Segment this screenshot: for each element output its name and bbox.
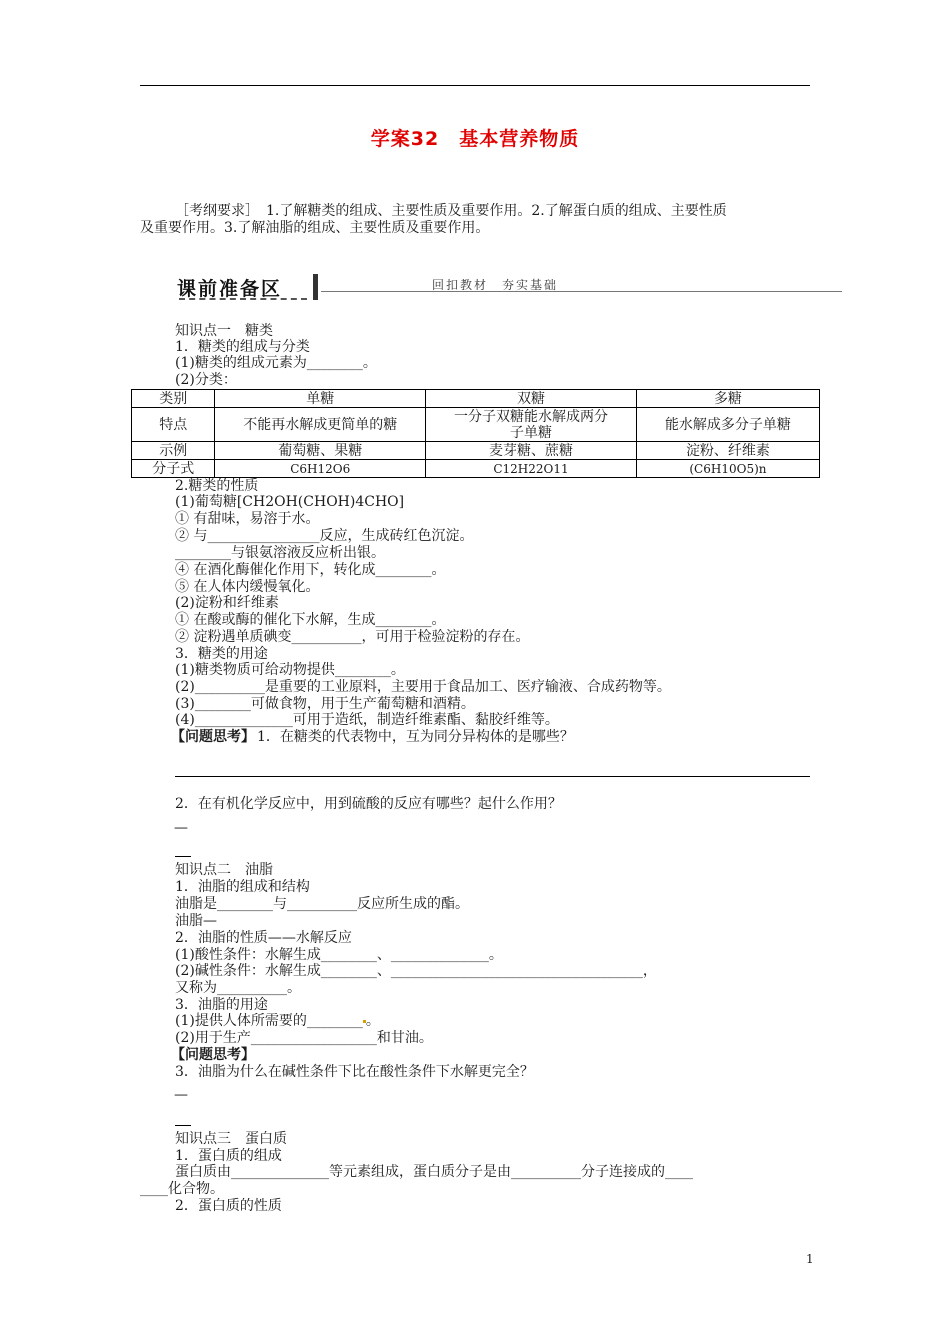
section1-line (175, 355, 377, 371)
question-label: 【问题思考】 (171, 1047, 255, 1063)
table-cell: 麦芽糖、蔗糖 (426, 442, 637, 460)
section1-line: 1．糖类的组成与分类 (175, 339, 310, 355)
table-cell: 类别 (132, 390, 215, 408)
question-label: 【问题思考】 (171, 729, 255, 745)
text-line: 3．油脂的用途 (175, 997, 268, 1013)
text-line: (4)______________可用于造纸，制造纤维素酯、黏胶纤维等。 (175, 712, 559, 728)
banner-subtitle: 回扣教材 夯实基础 (432, 278, 559, 292)
blank-text: (1)糖类的组成元素为________。 (175, 355, 377, 371)
short-rule (175, 856, 191, 857)
text-line: ② 淀粉遇单质碘变__________，可用于检验淀粉的存在。 (175, 629, 530, 645)
text-line: 1．蛋白质的组成 (175, 1148, 282, 1164)
top-rule (140, 85, 810, 86)
text-line: (1)糖类物质可给动物提供________。 (175, 662, 405, 678)
section-banner (177, 272, 842, 302)
table-cell: C12H22O11 (426, 460, 637, 478)
table-cell: (C6H10O5)n (636, 460, 819, 478)
page-title: 学案32 基本营养物质 (370, 128, 580, 150)
text-line: 油脂是________与__________反应所生成的酯。 (175, 896, 469, 912)
banner-underline (179, 298, 307, 300)
answer-dash: — (174, 1087, 188, 1103)
text-line: ② 与________________反应，生成砖红色沉淀。 (175, 528, 474, 544)
short-rule (175, 1125, 191, 1126)
text-line: ________与银氨溶液反应析出银。 (175, 545, 385, 561)
table-cell: 淀粉、纤维素 (636, 442, 819, 460)
cell-line: 一分子双糖能水解成两分 (453, 408, 608, 425)
requirements-line-2: 及重要作用。3.了解油脂的组成、主要性质及重要作用。 (140, 220, 490, 236)
banner-title: 课前准备区 (177, 278, 283, 300)
table-cell: 单糖 (215, 390, 426, 408)
sugar-classification-table (131, 389, 820, 478)
table-row (132, 442, 820, 460)
answer-line (175, 776, 810, 777)
question-2: 2．在有机化学反应中，用到硫酸的反应有哪些？起什么作用？ (175, 796, 562, 812)
table-cell: 双糖 (426, 390, 637, 408)
section1-line: (2)分类： (175, 372, 237, 388)
text-line: (2)淀粉和纤维素 (175, 595, 279, 611)
text-line: 又称为__________。 (175, 980, 301, 996)
text-line: (1)酸性条件：水解生成________、______________。 (175, 947, 503, 963)
text-line: (2)__________是重要的工业原料，主要用于食品加工、医疗输液、合成药物等。 (175, 679, 671, 695)
text-part: 。 (365, 1013, 380, 1029)
table-cell: 多糖 (636, 390, 819, 408)
answer-dash: — (174, 820, 188, 836)
section2-heading: 知识点二 油脂 (175, 862, 273, 878)
text-line: ____化合物。 (140, 1181, 224, 1197)
section1-heading: 知识点一 糖类 (175, 323, 273, 339)
text-line: (2)用于生产__________________和甘油。 (175, 1030, 433, 1046)
text-line: 2．油脂的性质——水解反应 (175, 930, 352, 946)
text-line: ① 有甜味，易溶于水。 (175, 511, 320, 527)
table-cell: 能水解成多分子单糖 (636, 408, 819, 442)
table-cell: 分子式 (132, 460, 215, 478)
requirements-line-1: ［考纲要求］ 1.了解糖类的组成、主要性质及重要作用。2.了解蛋白质的组成、主要性质 (175, 203, 727, 219)
section3-heading: 知识点三 蛋白质 (175, 1131, 287, 1147)
table-cell: 不能再水解成更简单的糖 (215, 408, 426, 442)
question-1: 1．在糖类的代表物中，互为同分异构体的是哪些？ (257, 729, 574, 745)
page-number: 1 (806, 1252, 814, 1266)
table-row (132, 408, 820, 442)
text-line: 3．糖类的用途 (175, 646, 268, 662)
table-cell: 示例 (132, 442, 215, 460)
banner-bar (313, 274, 318, 300)
text-line: 2.糖类的性质 (175, 478, 259, 494)
text-part: (1)提供人体所需要的________ (175, 1013, 363, 1029)
text-line: (3)________可做食物，用于生产葡萄糖和酒精。 (175, 696, 475, 712)
text-line: (2)碱性条件：水解生成________、____________________________________， (175, 963, 657, 979)
table-row (132, 390, 820, 408)
table-cell: 葡萄糖、果糖 (215, 442, 426, 460)
text-line: 1．油脂的组成和结构 (175, 879, 310, 895)
text-line: 油脂— (175, 913, 217, 929)
table-row (132, 460, 820, 478)
cell-line: 子单糖 (509, 424, 552, 441)
table-cell: 特点 (132, 408, 215, 442)
table-cell: C6H12O6 (215, 460, 426, 478)
text-line: ④ 在酒化酶催化作用下，转化成________。 (175, 562, 446, 578)
text-line (175, 1013, 380, 1029)
text-line: 2．蛋白质的性质 (175, 1198, 282, 1214)
text-line: ⑤ 在人体内缓慢氧化。 (175, 579, 320, 595)
text-line: ① 在酸或酶的催化下水解，生成________。 (175, 612, 446, 628)
question-3: 3．油脂为什么在碱性条件下比在酸性条件下水解更完全？ (175, 1064, 534, 1080)
text-line: (1)葡萄糖[CH2OH(CHOH)4CHO] (175, 494, 405, 510)
text-line: 蛋白质由______________等元素组成，蛋白质分子是由__________分子连接成的____ (175, 1164, 693, 1180)
banner-rule (321, 291, 842, 292)
table-cell (426, 408, 637, 442)
